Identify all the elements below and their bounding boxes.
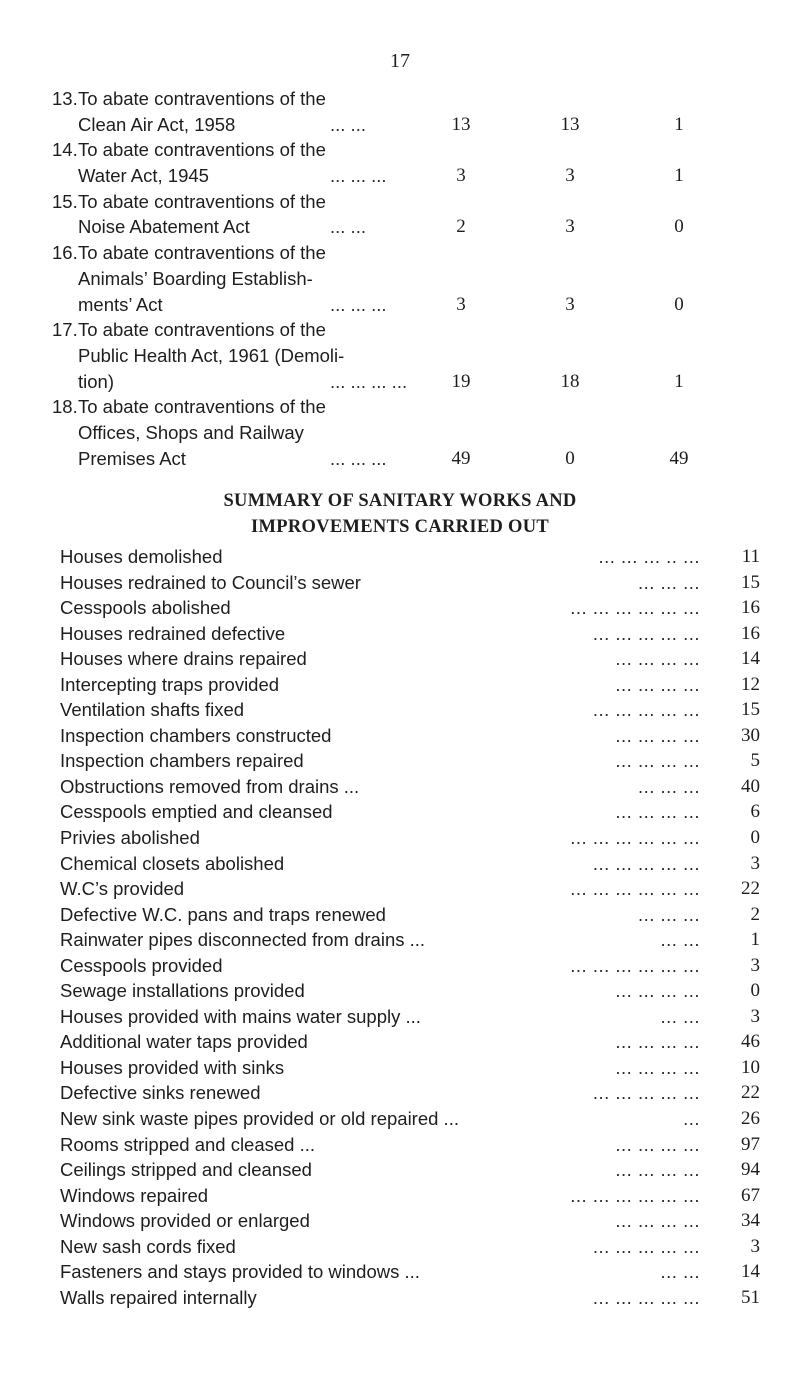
summary-row xyxy=(60,674,760,700)
item-text: To abate contraventions of the xyxy=(78,88,326,109)
leader-dots: ... ... ... xyxy=(637,903,700,925)
item-text: To abate contraventions of the xyxy=(78,242,326,264)
contravention-item xyxy=(0,394,800,471)
summary-row xyxy=(60,980,760,1006)
leader-dots: ... ... xyxy=(330,113,366,135)
summary-label xyxy=(60,1159,316,1181)
summary-label xyxy=(60,776,363,798)
summary-value: 5 xyxy=(750,750,760,772)
summary-row xyxy=(60,1057,760,1083)
leader-dots: ... ... ... xyxy=(330,447,387,469)
item-text: To abate contraventions of the xyxy=(78,139,326,161)
contravention-line xyxy=(0,420,800,446)
summary-label-text: Sewage installations provided xyxy=(60,980,309,1001)
leader-dots: ... ... xyxy=(660,1005,700,1027)
summary-value: 14 xyxy=(741,648,760,670)
summary-label xyxy=(60,572,365,594)
leader-dots: ... ... ... ... xyxy=(615,1210,700,1232)
summary-row xyxy=(60,648,760,674)
leader-dots: ... ... ... xyxy=(637,775,700,797)
leader-dots: ... ... ... xyxy=(637,571,700,593)
summary-value: 16 xyxy=(741,622,760,644)
contravention-line xyxy=(0,86,800,112)
value-col-2: 3 xyxy=(565,216,575,238)
summary-value: 22 xyxy=(741,878,760,900)
value-col-1: 2 xyxy=(456,216,466,238)
summary-label xyxy=(60,929,429,951)
summary-label xyxy=(60,1006,425,1028)
value-col-1: 49 xyxy=(451,447,471,469)
summary-label-text: Inspection chambers repaired xyxy=(60,750,308,771)
item-text: To abate contraventions of the xyxy=(78,319,326,341)
item-number: 15. xyxy=(52,190,78,212)
summary-value: 97 xyxy=(741,1133,760,1155)
value-col-3: 0 xyxy=(674,216,684,238)
leader-dots: ... ... ... ... ... ... xyxy=(570,597,700,619)
summary-value: 12 xyxy=(741,673,760,695)
item-number: 14. xyxy=(52,139,78,161)
summary-label-text: Inspection chambers constructed xyxy=(60,725,335,746)
summary-label-text: Houses provided with sinks xyxy=(60,1057,288,1078)
summary-label-text: Houses redrained defective xyxy=(60,623,289,644)
summary-label xyxy=(60,1210,314,1232)
summary-label-text: Additional water taps provided xyxy=(60,1031,312,1052)
contravention-line xyxy=(0,189,800,215)
summary-value: 34 xyxy=(741,1210,760,1232)
leader-dots: ... ... ... ... ... ... xyxy=(570,954,700,976)
summary-label xyxy=(60,1108,463,1130)
leader-dots: ... xyxy=(683,1108,700,1130)
summary-label xyxy=(60,955,226,977)
leader-dots: ... ... ... ... xyxy=(615,673,700,695)
summary-row xyxy=(60,929,760,955)
summary-label-text: New sash cords fixed xyxy=(60,1236,240,1257)
summary-row xyxy=(60,776,760,802)
contravention-line xyxy=(0,112,800,138)
value-col-2: 0 xyxy=(565,447,575,469)
item-text: Noise Abatement Act xyxy=(78,216,250,238)
contravention-line xyxy=(0,394,800,420)
summary-label-text: W.C’s provided xyxy=(60,878,188,899)
summary-row xyxy=(60,1082,760,1108)
summary-row xyxy=(60,1006,760,1032)
value-col-2: 13 xyxy=(560,113,580,135)
contravention-item xyxy=(0,189,800,240)
summary-label-text: Defective sinks renewed xyxy=(60,1082,265,1103)
summary-row xyxy=(60,1287,760,1313)
summary-label xyxy=(60,1236,240,1258)
leader-dots: ... ... ... ... xyxy=(615,648,700,670)
summary-value: 2 xyxy=(750,903,760,925)
summary-value: 14 xyxy=(741,1261,760,1283)
summary-value: 16 xyxy=(741,597,760,619)
summary-label xyxy=(60,725,335,747)
contravention-line xyxy=(0,240,800,266)
summary-label xyxy=(60,546,226,568)
summary-row xyxy=(60,955,760,981)
summary-value: 15 xyxy=(741,571,760,593)
summary-label xyxy=(60,674,283,696)
leader-dots: ... ... ... ... xyxy=(615,750,700,772)
leader-dots: ... ... ... ... ... xyxy=(592,699,700,721)
summary-value: 15 xyxy=(741,699,760,721)
leader-dots: ... ... ... ... xyxy=(615,1159,700,1181)
summary-row xyxy=(60,572,760,598)
summary-label-text: Walls repaired internally xyxy=(60,1287,261,1308)
summary-value: 3 xyxy=(750,1005,760,1027)
summary-label xyxy=(60,827,204,849)
value-col-1: 13 xyxy=(451,113,471,135)
item-number: 17. xyxy=(52,319,78,341)
summary-label xyxy=(60,1261,424,1283)
summary-label-text: Defective W.C. pans and traps renewed xyxy=(60,904,390,925)
summary-label xyxy=(60,1287,261,1309)
summary-label-text: New sink waste pipes provided or old repaired ... xyxy=(60,1108,463,1129)
summary-label xyxy=(60,801,337,823)
item-text: Offices, Shops and Railway xyxy=(78,421,304,443)
value-col-2: 3 xyxy=(565,293,575,315)
summary-row xyxy=(60,801,760,827)
summary-label-text: Houses demolished xyxy=(60,546,226,567)
value-col-3: 49 xyxy=(669,447,689,469)
summary-value: 26 xyxy=(741,1108,760,1130)
summary-row xyxy=(60,1236,760,1262)
leader-dots: ... ... ... ... ... xyxy=(592,622,700,644)
contravention-line xyxy=(0,137,800,163)
summary-value: 10 xyxy=(741,1056,760,1078)
summary-row xyxy=(60,1159,760,1185)
leader-dots: ... ... xyxy=(330,216,366,238)
summary-label xyxy=(60,597,235,619)
summary-value: 0 xyxy=(750,980,760,1002)
summary-row xyxy=(60,853,760,879)
summary-value: 3 xyxy=(750,1235,760,1257)
leader-dots: ... ... ... ... ... xyxy=(592,1235,700,1257)
summary-row xyxy=(60,725,760,751)
summary-label xyxy=(60,1031,312,1053)
contravention-line xyxy=(0,317,800,343)
summary-label-text: Fasteners and stays provided to windows ... xyxy=(60,1261,424,1282)
contravention-line xyxy=(0,163,800,189)
item-text: Clean Air Act, 1958 xyxy=(78,113,236,135)
leader-dots: ... ... ... .. ... xyxy=(598,546,700,567)
summary-value: 30 xyxy=(741,724,760,746)
summary-title xyxy=(0,488,800,540)
leader-dots: ... ... ... ... ... ... xyxy=(570,827,700,849)
leader-dots: ... ... ... ... ... ... xyxy=(570,878,700,900)
summary-row xyxy=(60,1210,760,1236)
summary-label xyxy=(60,699,248,721)
summary-row xyxy=(60,623,760,649)
summary-row xyxy=(60,1185,760,1211)
leader-dots: ... ... ... ... xyxy=(615,1056,700,1078)
item-text: To abate contraventions of the xyxy=(78,190,326,212)
summary-label xyxy=(60,853,288,875)
leader-dots: ... ... ... xyxy=(330,165,387,187)
value-col-3: 1 xyxy=(674,113,684,135)
contravention-line xyxy=(0,292,800,318)
contravention-line xyxy=(0,266,800,292)
summary-row xyxy=(60,1031,760,1057)
leader-dots: ... ... xyxy=(660,1261,700,1283)
leader-dots: ... ... ... ... xyxy=(615,801,700,823)
summary-row xyxy=(60,1261,760,1287)
summary-row xyxy=(60,699,760,725)
item-text: ments’ Act xyxy=(78,293,163,315)
contravention-line xyxy=(0,214,800,240)
summary-label xyxy=(60,623,289,645)
item-number: 13. xyxy=(52,88,78,109)
summary-label-text: Cesspools emptied and cleansed xyxy=(60,801,337,822)
summary-label-text: Chemical closets abolished xyxy=(60,853,288,874)
summary-label-text: Houses redrained to Council’s sewer xyxy=(60,572,365,593)
summary-row xyxy=(60,1134,760,1160)
summary-label-text: Obstructions removed from drains ... xyxy=(60,776,363,797)
summary-value: 51 xyxy=(741,1286,760,1308)
summary-row xyxy=(60,750,760,776)
summary-label-text: Rainwater pipes disconnected from drains ... xyxy=(60,929,429,950)
summary-label-text: Houses provided with mains water supply ... xyxy=(60,1006,425,1027)
summary-value: 94 xyxy=(741,1159,760,1181)
summary-label xyxy=(60,1185,212,1207)
contraventions-table xyxy=(0,86,800,471)
contravention-item xyxy=(0,137,800,188)
summary-row xyxy=(60,597,760,623)
value-col-1: 3 xyxy=(456,165,466,187)
value-col-3: 1 xyxy=(674,165,684,187)
leader-dots: ... ... xyxy=(660,929,700,951)
contravention-item xyxy=(0,86,800,137)
summary-label-text: Windows provided or enlarged xyxy=(60,1210,314,1231)
summary-value: 40 xyxy=(741,775,760,797)
summary-label-text: Rooms stripped and cleased ... xyxy=(60,1134,319,1155)
summary-list xyxy=(60,546,760,1312)
summary-label-text: Houses where drains repaired xyxy=(60,648,311,669)
leader-dots: ... ... ... ... ... xyxy=(592,852,700,874)
summary-value: 6 xyxy=(750,801,760,823)
summary-row xyxy=(60,546,760,572)
value-col-2: 18 xyxy=(560,370,580,392)
summary-value: 1 xyxy=(750,929,760,951)
summary-label xyxy=(60,904,390,926)
summary-value: 0 xyxy=(750,827,760,849)
summary-label-text: Intercepting traps provided xyxy=(60,674,283,695)
summary-label-text: Cesspools provided xyxy=(60,955,226,976)
summary-row xyxy=(60,904,760,930)
item-number: 18. xyxy=(52,396,78,418)
contravention-item xyxy=(0,317,800,394)
contravention-line xyxy=(0,369,800,395)
item-text: Public Health Act, 1961 (Demoli- xyxy=(78,344,345,366)
summary-label xyxy=(60,1057,288,1079)
summary-label-text: Windows repaired xyxy=(60,1185,212,1206)
leader-dots: ... ... ... ... xyxy=(615,1133,700,1155)
value-col-3: 0 xyxy=(674,293,684,315)
value-col-1: 19 xyxy=(451,370,471,392)
summary-label-text: Cesspools abolished xyxy=(60,597,235,618)
summary-row xyxy=(60,827,760,853)
item-text: Animals’ Boarding Establish- xyxy=(78,267,313,289)
item-text: Premises Act xyxy=(78,447,186,469)
summary-label-text: Ventilation shafts fixed xyxy=(60,699,248,720)
summary-label xyxy=(60,980,309,1002)
summary-value: 3 xyxy=(750,852,760,874)
summary-value: 46 xyxy=(741,1031,760,1053)
summary-title-line2: IMPROVEMENTS CARRIED OUT xyxy=(250,517,550,537)
summary-label-text: Ceilings stripped and cleansed xyxy=(60,1159,316,1180)
summary-value: 3 xyxy=(750,954,760,976)
contravention-line xyxy=(0,343,800,369)
summary-label-text: Privies abolished xyxy=(60,827,204,848)
summary-row xyxy=(60,1108,760,1134)
item-number: 16. xyxy=(52,242,78,264)
summary-label xyxy=(60,648,311,670)
value-col-1: 3 xyxy=(456,293,466,315)
value-col-2: 3 xyxy=(565,165,575,187)
summary-label xyxy=(60,1134,319,1156)
leader-dots: ... ... ... ... xyxy=(330,370,408,392)
item-text: Water Act, 1945 xyxy=(78,165,209,187)
leader-dots: ... ... ... ... xyxy=(615,1031,700,1053)
summary-label xyxy=(60,750,308,772)
summary-label xyxy=(60,878,188,900)
contravention-item xyxy=(0,240,800,317)
summary-value: 11 xyxy=(741,546,760,567)
summary-value: 67 xyxy=(741,1184,760,1206)
leader-dots: ... ... ... ... ... xyxy=(592,1286,700,1308)
contravention-line xyxy=(0,446,800,472)
leader-dots: ... ... ... ... xyxy=(615,980,700,1002)
summary-label xyxy=(60,1082,265,1104)
page-number: 17 xyxy=(390,50,410,72)
item-text: tion) xyxy=(78,370,114,392)
summary-row xyxy=(60,878,760,904)
summary-title-line1: SUMMARY OF SANITARY WORKS AND xyxy=(223,491,577,511)
summary-value: 22 xyxy=(741,1082,760,1104)
item-text: To abate contraventions of the xyxy=(78,396,326,418)
value-col-3: 1 xyxy=(674,370,684,392)
leader-dots: ... ... ... ... ... xyxy=(592,1082,700,1104)
leader-dots: ... ... ... xyxy=(330,293,387,315)
leader-dots: ... ... ... ... xyxy=(615,724,700,746)
leader-dots: ... ... ... ... ... ... xyxy=(570,1184,700,1206)
